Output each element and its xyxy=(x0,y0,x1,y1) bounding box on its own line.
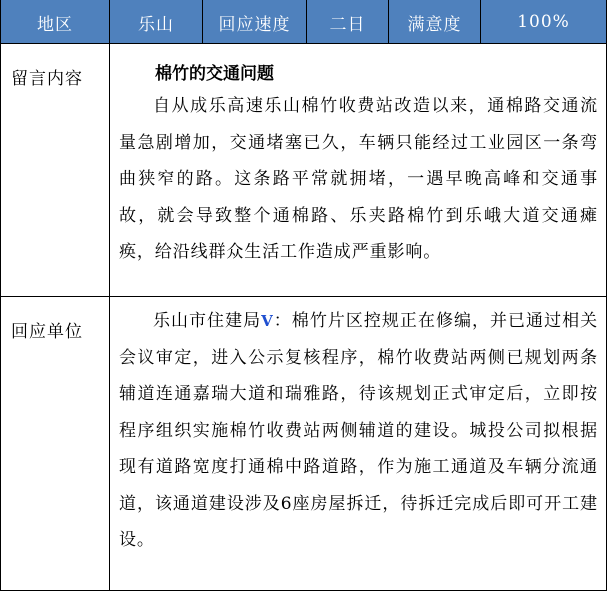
verified-mark: V xyxy=(261,312,274,330)
response-row xyxy=(0,297,607,591)
message-body: 自从成乐高速乐山棉竹收费站改造以来，通棉路交通流量急剧增加，交通堵塞已久，车辆只能经过工业园区一条弯曲狭窄的路。这条路平常就拥堵，一遇早晚高峰和交通事故，就会导致整个通棉路、乐夹路棉竹到乐峨大道交通瘫痪，给沿线群众生活工作造成严重影响。 xyxy=(119,96,598,262)
message-content xyxy=(111,44,606,296)
message-label: 留言内容 xyxy=(1,44,110,296)
response-body: ：棉竹片区控规正在修编，并已通过相关会议审定，进入公示复核程序，棉竹收费站两侧已规划两条辅道连通嘉瑞大道和瑞雅路，待该规划正式审定后，立即按程序组织实施棉竹收费站两侧辅道的建设。城投公司拟根据现有道路宽度打通棉中路道路，作为施工通道及车辆分流通道，该通道建设涉及6座房屋拆迁，待拆迁完成后即可开工建设。 xyxy=(119,311,599,550)
response-label: 回应单位 xyxy=(1,297,110,590)
response-speed-value: 二日 xyxy=(307,0,389,44)
response-unit: 乐山市住建局 xyxy=(153,311,262,331)
region-value: 乐山 xyxy=(110,0,203,44)
satisfaction-label: 满意度 xyxy=(389,0,481,44)
satisfaction-value: 100% xyxy=(481,0,607,44)
response-content xyxy=(111,297,606,590)
header-row xyxy=(0,0,607,44)
message-row xyxy=(0,44,607,297)
message-title: 棉竹的交通问题 xyxy=(155,64,274,84)
response-speed-label: 回应速度 xyxy=(203,0,307,44)
region-label: 地区 xyxy=(0,0,110,44)
response-body-paragraph xyxy=(119,303,598,559)
